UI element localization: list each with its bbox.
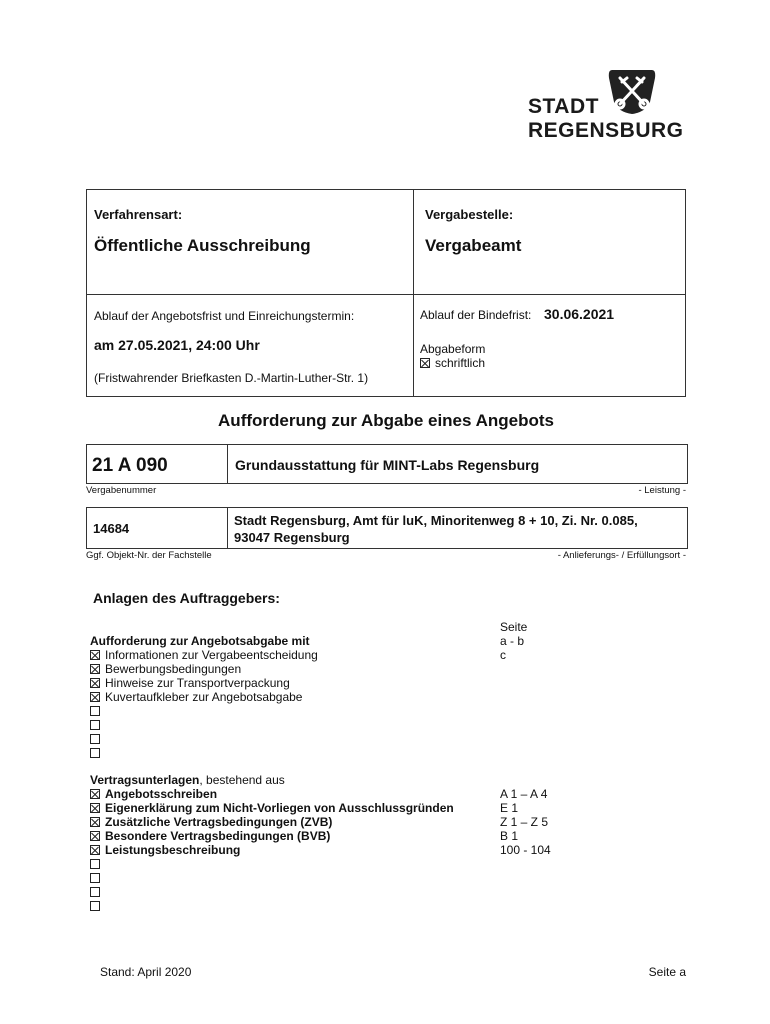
- empty-list-item: [90, 871, 105, 885]
- vergabestelle-value: Vergabeamt: [425, 236, 522, 255]
- empty-list-item: [90, 885, 105, 899]
- list-item-label: Bewerbungsbedingungen: [105, 662, 242, 676]
- objekt-nummer-value: 14684: [93, 521, 130, 536]
- seite-column-header: Seite: [500, 620, 528, 634]
- list-item-label: Angebotsschreiben: [105, 787, 218, 801]
- empty-list-item: [90, 857, 105, 871]
- group2-title: [90, 773, 285, 787]
- checked-checkbox-icon: [90, 817, 100, 827]
- stadt-regensburg-logo: [528, 64, 688, 144]
- vergabe-row: [86, 444, 688, 484]
- page-title: Aufforderung zur Abgabe eines Angebots: [218, 411, 554, 430]
- checked-checkbox-icon: [90, 803, 100, 813]
- unchecked-checkbox-icon: [90, 734, 100, 744]
- unchecked-checkbox-icon: [90, 873, 100, 883]
- list-item-page: 100 - 104: [500, 843, 551, 857]
- list-item-label: Hinweise zur Transportverpackung: [105, 676, 290, 690]
- unchecked-checkbox-icon: [90, 748, 100, 758]
- erfuellungsort-line2: 93047 Regensburg: [234, 530, 350, 545]
- crossed-keys-shield-icon: [606, 68, 658, 116]
- list-item-label: Eigenerklärung zum Nicht-Vorliegen von Ausschlussgründen: [105, 801, 454, 815]
- vergabenummer-caption: Vergabenummer: [86, 485, 157, 496]
- unchecked-checkbox-icon: [90, 706, 100, 716]
- list-item-page: c: [500, 648, 506, 662]
- group1-title: Aufforderung zur Angebotsabgabe mit: [90, 634, 310, 648]
- list-item: [90, 801, 454, 815]
- briefkasten-note: (Fristwahrender Briefkasten D.-Martin-Luther-Str. 1): [94, 371, 369, 385]
- erfuellungsort-caption: - Anlieferungs- / Erfüllungsort -: [557, 550, 686, 561]
- bindefrist-value: 30.06.2021: [544, 306, 615, 322]
- leistung-caption: - Leistung -: [638, 485, 686, 496]
- verfahrensart-value: Öffentliche Ausschreibung: [94, 236, 311, 255]
- leistung-value: Grundausstattung für MINT-Labs Regensburg: [235, 457, 540, 473]
- checked-checkbox-icon: [420, 358, 430, 368]
- list-item-page: B 1: [500, 829, 519, 843]
- group2-title-bold: Vertragsunterlagen: [90, 773, 200, 787]
- empty-list-item: [90, 899, 105, 913]
- objekt-nummer-caption: Ggf. Objekt-Nr. der Fachstelle: [86, 550, 212, 561]
- list-item-label: Besondere Vertragsbedingungen (BVB): [105, 829, 331, 843]
- list-item: [90, 662, 241, 676]
- footer-stand: Stand: April 2020: [100, 965, 192, 979]
- list-item-label: Kuvertaufkleber zur Angebotsabgabe: [105, 690, 303, 704]
- list-item: [90, 648, 318, 662]
- list-item-page: Z 1 – Z 5: [500, 815, 549, 829]
- list-item: [90, 815, 332, 829]
- anlagen-title: Anlagen des Auftraggebers:: [93, 590, 280, 606]
- checked-checkbox-icon: [90, 845, 100, 855]
- empty-list-item: [90, 732, 105, 746]
- group1-title-page: a - b: [500, 634, 525, 648]
- abgabeform-label: Abgabeform: [420, 342, 486, 356]
- list-item: [90, 690, 302, 704]
- bindefrist-label: Ablauf der Bindefrist:: [420, 308, 532, 322]
- list-item: [90, 676, 290, 690]
- checked-checkbox-icon: [90, 650, 100, 660]
- abgabeform-value: schriftlich: [435, 356, 486, 370]
- list-item-label: Zusätzliche Vertragsbedingungen (ZVB): [105, 815, 333, 829]
- empty-list-item: [90, 746, 105, 760]
- checked-checkbox-icon: [90, 678, 100, 688]
- logo-word-stadt: STADT: [528, 95, 599, 118]
- erfuellungsort-line1: Stadt Regensburg, Amt für luK, Minoritenweg 8 + 10, Zi. Nr. 0.085,: [234, 513, 638, 528]
- list-item-label: Informationen zur Vergabeentscheidung: [105, 648, 318, 662]
- unchecked-checkbox-icon: [90, 887, 100, 897]
- erfuellungsort-value: [234, 512, 638, 546]
- list-item: [90, 843, 240, 857]
- group2-title-rest: , bestehend aus: [199, 773, 285, 787]
- list-item: [90, 787, 217, 801]
- checked-checkbox-icon: [90, 789, 100, 799]
- checked-checkbox-icon: [90, 664, 100, 674]
- angebotsfrist-value: am 27.05.2021, 24:00 Uhr: [94, 337, 260, 353]
- list-item-page: A 1 – A 4: [500, 787, 548, 801]
- checked-checkbox-icon: [90, 831, 100, 841]
- list-item-page: E 1: [500, 801, 519, 815]
- checked-checkbox-icon: [90, 692, 100, 702]
- empty-list-item: [90, 718, 105, 732]
- unchecked-checkbox-icon: [90, 720, 100, 730]
- unchecked-checkbox-icon: [90, 859, 100, 869]
- unchecked-checkbox-icon: [90, 901, 100, 911]
- verfahrensart-label: Verfahrensart:: [94, 207, 183, 222]
- logo-word-regensburg: REGENSBURG: [528, 119, 684, 142]
- empty-list-item: [90, 704, 105, 718]
- procedure-info-box: [86, 189, 686, 397]
- abgabeform-option: [420, 356, 485, 370]
- vergabenummer-value: 21 A 090: [92, 455, 168, 476]
- footer-page-number: Seite a: [648, 965, 686, 979]
- vergabestelle-label: Vergabestelle:: [425, 207, 514, 222]
- angebotsfrist-label: Ablauf der Angebotsfrist und Einreichungstermin:: [94, 309, 355, 323]
- list-item: [90, 829, 330, 843]
- objekt-row: [86, 507, 688, 549]
- list-item-label: Leistungsbeschreibung: [105, 843, 241, 857]
